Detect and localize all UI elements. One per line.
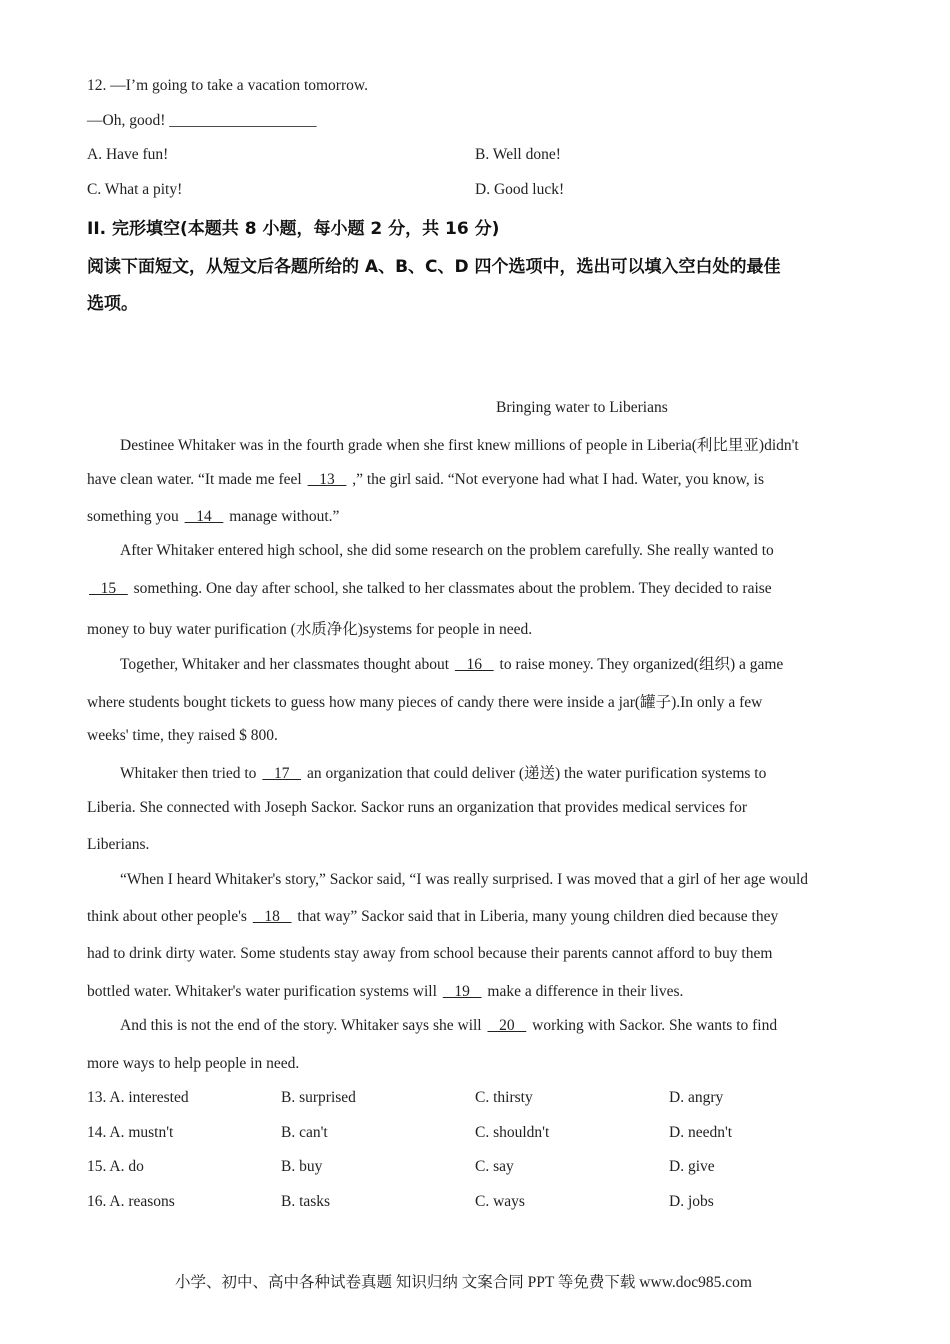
passage-text: ,” the girl said. “Not everyone had what I had. Water, you know, is (348, 471, 765, 488)
passage-text: money to buy water purification (水质净化)systems for people in need. (87, 621, 533, 638)
passage-line (87, 799, 747, 817)
q12-reply: —Oh, good! ___________________ (87, 112, 317, 129)
passage-line (120, 871, 808, 889)
passage-text: where students bought tickets to guess how many pieces of candy there were inside a jar(罐子).In only a few (87, 694, 763, 711)
passage-text: working with Sackor. She wants to find (528, 1017, 778, 1034)
question-option: C. shouldn't (475, 1124, 550, 1141)
passage-line (87, 908, 778, 926)
blank-number: 18 (252, 908, 292, 925)
question-option: D. jobs (669, 1193, 714, 1210)
blank-number: 16 (454, 656, 494, 673)
blank-number: 19 (442, 983, 482, 1000)
blank-number: 20 (487, 1017, 527, 1034)
question-option: B. buy (281, 1158, 323, 1175)
question-option: D. give (669, 1158, 715, 1175)
passage-line (87, 690, 762, 712)
q12-option-d: D. Good luck! (475, 181, 565, 198)
passage-line (87, 983, 683, 1001)
passage-text: think about other people's (87, 908, 251, 925)
passage-line (87, 945, 772, 963)
passage-text: Together, Whitaker and her classmates thought about (120, 656, 453, 673)
section-instruction-1: 阅读下面短文，从短文后各题所给的 A、B、C、D 四个选项中，选出可以填入空白处的最佳 (87, 257, 781, 277)
passage-text: something. One day after school, she talked to her classmates about the problem. They decided to raise (129, 580, 772, 597)
passage-text: to raise money. They organized(组织) a game (495, 656, 784, 673)
section-heading: II. 完形填空(本题共 8 小题，每小题 2 分，共 16 分) (87, 219, 500, 239)
passage-text: Destinee Whitaker was in the fourth grade when she first knew millions of people in Liberia(利比里亚)didn't (120, 437, 799, 454)
passage-line (120, 1017, 777, 1035)
question-option: C. ways (475, 1193, 525, 1210)
question-option: C. thirsty (475, 1089, 533, 1106)
passage-line (120, 433, 799, 455)
passage-line (87, 508, 339, 526)
passage-text: make a difference in their lives. (483, 983, 684, 1000)
question-option: B. surprised (281, 1089, 356, 1106)
passage-text: that way” Sackor said that in Liberia, many young children died because they (293, 908, 779, 925)
passage-text: weeks' time, they raised $ 800. (87, 727, 278, 744)
passage-text: Liberians. (87, 836, 150, 853)
blank-number: 17 (262, 765, 302, 782)
passage-text: “When I heard Whitaker's story,” Sackor said, “I was really surprised. I was moved that a girl of her age would (120, 871, 809, 888)
q12-stem: 12. —I’m going to take a vacation tomorrow. (87, 77, 368, 94)
question-option: B. can't (281, 1124, 328, 1141)
passage-title: Bringing water to Liberians (496, 399, 668, 416)
passage-line (120, 652, 783, 674)
passage-text: And this is not the end of the story. Whitaker says she will (120, 1017, 486, 1034)
blank-number: 13 (307, 471, 347, 488)
q12-option-b: B. Well done! (475, 146, 561, 163)
passage-text: After Whitaker entered high school, she did some research on the problem carefully. She really wanted to (120, 542, 774, 559)
passage-text: bottled water. Whitaker's water purification systems will (87, 983, 441, 1000)
passage-text: something you (87, 508, 183, 525)
passage-line (87, 1055, 299, 1073)
q12-option-c: C. What a pity! (87, 181, 183, 198)
question-option: D. needn't (669, 1124, 733, 1141)
blank-number: 15 (89, 580, 128, 597)
question-option: D. angry (669, 1089, 724, 1106)
passage-line (87, 580, 772, 598)
passage-line (120, 542, 774, 560)
question-option: C. say (475, 1158, 514, 1175)
passage-line (120, 761, 766, 783)
passage-line (87, 471, 764, 489)
section-instruction-2: 选项。 (87, 294, 138, 314)
page-footer: 小学、初中、高中各种试卷真题 知识归纳 文案合同 PPT 等免费下载 www.doc985.com (175, 1274, 752, 1291)
passage-text: had to drink dirty water. Some students stay away from school because their parents cannot afford to buy them (87, 945, 773, 962)
blank-number: 14 (184, 508, 224, 525)
question-option: 13. A. interested (87, 1089, 189, 1106)
passage-text: have clean water. “It made me feel (87, 471, 306, 488)
passage-text: Whitaker then tried to (120, 765, 261, 782)
q12-option-a: A. Have fun! (87, 146, 169, 163)
passage-text: Liberia. She connected with Joseph Sackor. Sackor runs an organization that provides medical services for (87, 799, 747, 816)
question-option: 14. A. mustn't (87, 1124, 174, 1141)
passage-text: manage without.” (225, 508, 340, 525)
passage-text: more ways to help people in need. (87, 1055, 300, 1072)
question-option: 15. A. do (87, 1158, 144, 1175)
passage-line (87, 836, 149, 854)
question-option: B. tasks (281, 1193, 331, 1210)
passage-text: an organization that could deliver (递送) the water purification systems to (303, 765, 767, 782)
passage-line (87, 617, 532, 639)
question-option: 16. A. reasons (87, 1193, 175, 1210)
passage-line (87, 727, 278, 745)
